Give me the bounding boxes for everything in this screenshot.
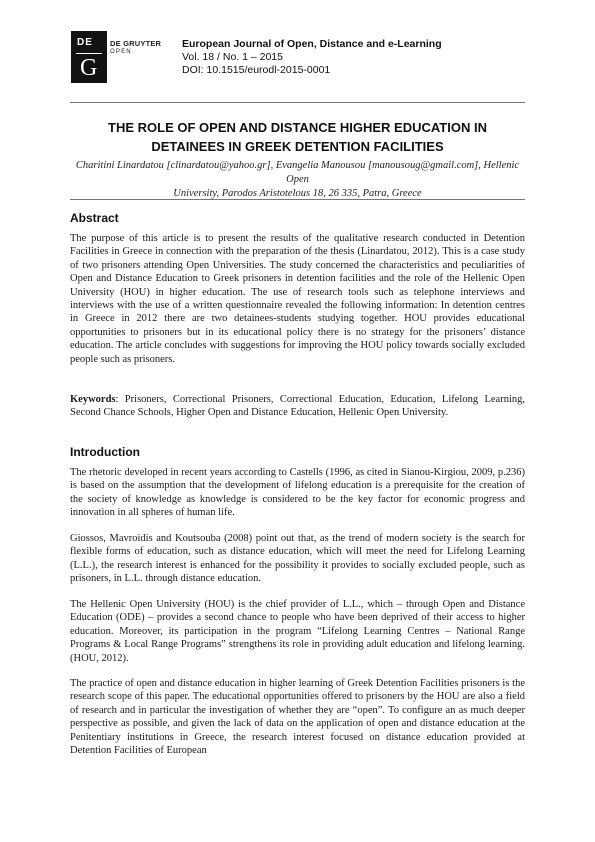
intro-paragraph: Giossos, Mavroidis and Koutsouba (2008) point out that, as the trend of modern society is the search for flexible forms of education, such as distance education, which will meet the need for Lifelong Learning (L.L.), the research interest is enhanced for the possibility it provides to socially excluded people, such as prisoners, in L.L. through distance education.: [70, 533, 525, 585]
article-title: [70, 118, 525, 156]
journal-volume: Vol. 18 / No. 1 – 2015: [182, 51, 283, 63]
journal-name: European Journal of Open, Distance and e-Learning: [182, 38, 442, 50]
authors-line-1: Charitini Linardatou [clinardatou@yahoo.gr], Evangelia Manousou [manousoug@gmail.com], Hellenic Open: [75, 160, 520, 185]
title-divider: [70, 199, 525, 200]
title-line-1: THE ROLE OF OPEN AND DISTANCE HIGHER EDUCATION IN: [108, 120, 487, 135]
author-line: [70, 159, 525, 201]
journal-doi: DOI: 10.1515/eurodl-2015-0001: [182, 64, 331, 76]
authors-line-2: University, Parodos Aristotelous 18, 26 335, Patra, Greece: [173, 188, 422, 199]
journal-info: [182, 38, 442, 77]
logo-divider: [76, 53, 102, 54]
keywords-text: : Prisoners, Correctional Prisoners, Correctional Education, Education, Lifelong Learning, Second Chance Schools, Higher Open and Distance Education, Hellenic Open University.: [70, 394, 525, 419]
title-line-2: DETAINEES IN GREEK DETENTION FACILITIES: [151, 139, 444, 154]
logo-g-mark: G: [80, 55, 98, 81]
keywords-paragraph: [70, 393, 525, 420]
logo-de-mark: DE: [77, 37, 93, 48]
introduction-heading: Introduction: [70, 445, 140, 459]
abstract-heading: Abstract: [70, 211, 119, 225]
publisher-title: DE GRUYTER: [110, 39, 162, 48]
keywords-label: Keywords: [70, 394, 116, 405]
intro-paragraph: The practice of open and distance education in higher learning of Greek Detention Facilities prisoners is the research scope of this paper. The educational opportunities offered to prisoners by the HOU are also a field of research and in particular the investigation of whether they are “open”. To configure an as much deeper perspective as possible, and given the lack of data on the application of open and distance education at the Penitentiary institutions in Greece, the research interest focused on distance education provided at Detention Facilities of European: [70, 678, 525, 757]
header-divider: [70, 102, 525, 103]
intro-paragraph: The Hellenic Open University (HOU) is the chief provider of L.L., which – through Open and Distance Education (ODE) – provides a second chance to people who have been deprived of their access to higher education. Moreover, its participation in the program “Lifelong Learning Centres – National Range Programs & Local Range Programs” strengthens its role in providing adult education and lifelong learning. (HOU, 2012).: [70, 599, 525, 664]
intro-paragraph: The rhetoric developed in recent years according to Castells (1996, as cited in Sianou-Kirgiou, 2009, p.236) is based on the assumption that the development of lifelong education is a prerequisite for the creation of the society of knowledge as knowledge is considered to be the key factor for economic progress and innovation in all spheres of human life.: [70, 467, 525, 519]
publisher-name: [110, 40, 161, 56]
abstract-body: The purpose of this article is to present the results of the qualitative research conducted in Detention Facilities in Greece in connection with the preparation of the thesis (Linardatou, 2012). This is a case study of two prisoners attending Open Universities. The study concerned the characteristics and peculiarities of Open and Distance Education to Greek prisoners in detention facilities and the role of the Hellenic Open University (HOU) in higher education. The use of research tools such as telephone interviews and interviews with the use of a written questionnaire revealed the following information: In detention centres in Greece in 2012 there are two detainees-students studying together. HOU provides educational opportunities to prisoners but in its educational policy there is no strategy for the prisoners’ distance education. The article concludes with suggestions for improving the HOU policy towards socially excluded people such as prisoners.: [70, 233, 525, 365]
de-gruyter-logo: [71, 31, 107, 83]
publisher-subtitle: OPEN: [110, 49, 132, 55]
